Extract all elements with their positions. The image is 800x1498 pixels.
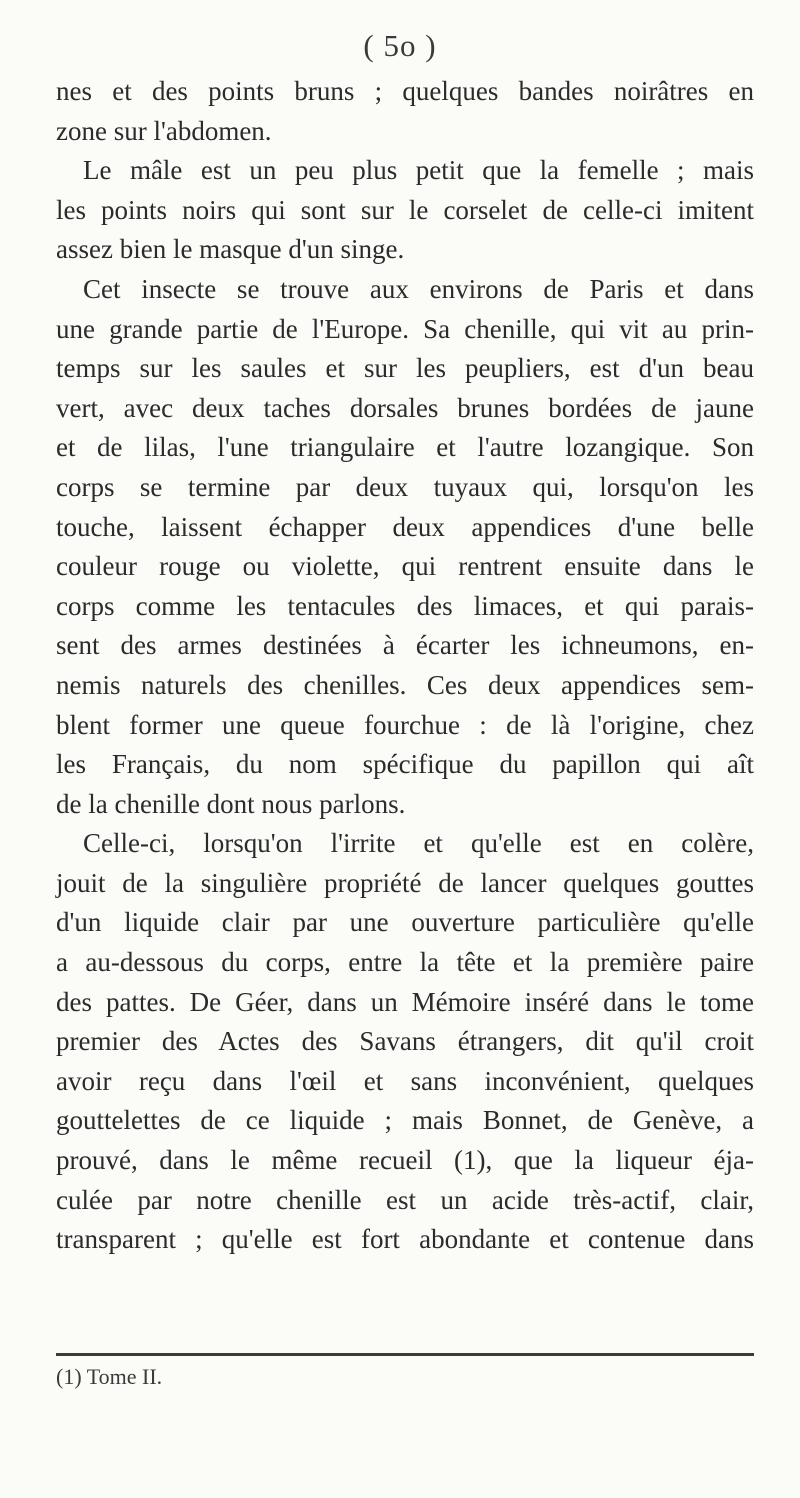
page-number: ( 5o ) (363, 28, 437, 63)
text-line: corps se termine par deux tuyaux qui, lorsqu'on les (56, 471, 754, 502)
text-line: nemis naturels des chenilles. Ces deux appendices sem- (56, 669, 754, 700)
text-line: premier des Actes des Savans étrangers, dit qu'il croit (56, 1026, 754, 1057)
text-line: des pattes. De Géer, dans un Mémoire inséré dans le tome (56, 986, 754, 1017)
text-line: prouvé, dans le même recueil (1), que la liqueur éja- (56, 1145, 754, 1176)
text-line: corps comme les tentacules des limaces, et qui parais- (56, 590, 754, 621)
text-line: les Français, du nom spécifique du papillon qui aît (56, 749, 754, 780)
text-line: touche, laissent échapper deux appendices d'une belle (56, 511, 754, 542)
text-line: zone sur l'abdomen. (56, 115, 272, 146)
text-line: Cet insecte se trouve aux environs de Paris et dans (83, 273, 754, 304)
text-line: culée par notre chenille est un acide très-actif, clair, (56, 1184, 754, 1215)
text-line: couleur rouge ou violette, qui rentrent ensuite dans le (56, 551, 754, 582)
text-line: sent des armes destinées à écarter les ichneumons, en- (56, 630, 754, 661)
footnote-divider (56, 1353, 754, 1356)
text-line: d'un liquide clair par une ouverture particulière qu'elle (56, 907, 754, 938)
text-line: blent former une queue fourchue : de là l'origine, chez (56, 709, 754, 740)
text-line: Celle-ci, lorsqu'on l'irrite et qu'elle est en colère, (83, 828, 754, 859)
footnote: (1) Tome II. (56, 1364, 163, 1389)
text-line: les points noirs qui sont sur le corselet de celle-ci imitent (56, 194, 754, 225)
text-line: avoir reçu dans l'œil et sans inconvénient, quelques (56, 1065, 754, 1096)
text-line: assez bien le masque d'un singe. (56, 234, 405, 265)
text-line: gouttelettes de ce liquide ; mais Bonnet, de Genève, a (56, 1105, 754, 1136)
text-line: vert, avec deux taches dorsales brunes bordées de jaune (56, 392, 754, 423)
text-line: jouit de la singulière propriété de lancer quelques gouttes (56, 867, 754, 898)
text-line: a au-dessous du corps, entre la tête et la première paire (56, 947, 754, 978)
text-line: une grande partie de l'Europe. Sa chenille, qui vit au prin- (56, 313, 754, 344)
text-line: temps sur les saules et sur les peupliers, est d'un beau (56, 353, 754, 384)
text-line: et de lilas, l'une triangulaire et l'autre lozangique. Son (56, 432, 754, 463)
text-line: nes et des points bruns ; quelques bandes noirâtres en (56, 76, 754, 106)
text-line: Le mâle est un peu plus petit que la femelle ; mais (83, 155, 754, 186)
text-line: transparent ; qu'elle est fort abondante et contenue dans (56, 1224, 754, 1255)
text-line: de la chenille dont nous parlons. (56, 788, 406, 819)
body-text (56, 72, 754, 1260)
